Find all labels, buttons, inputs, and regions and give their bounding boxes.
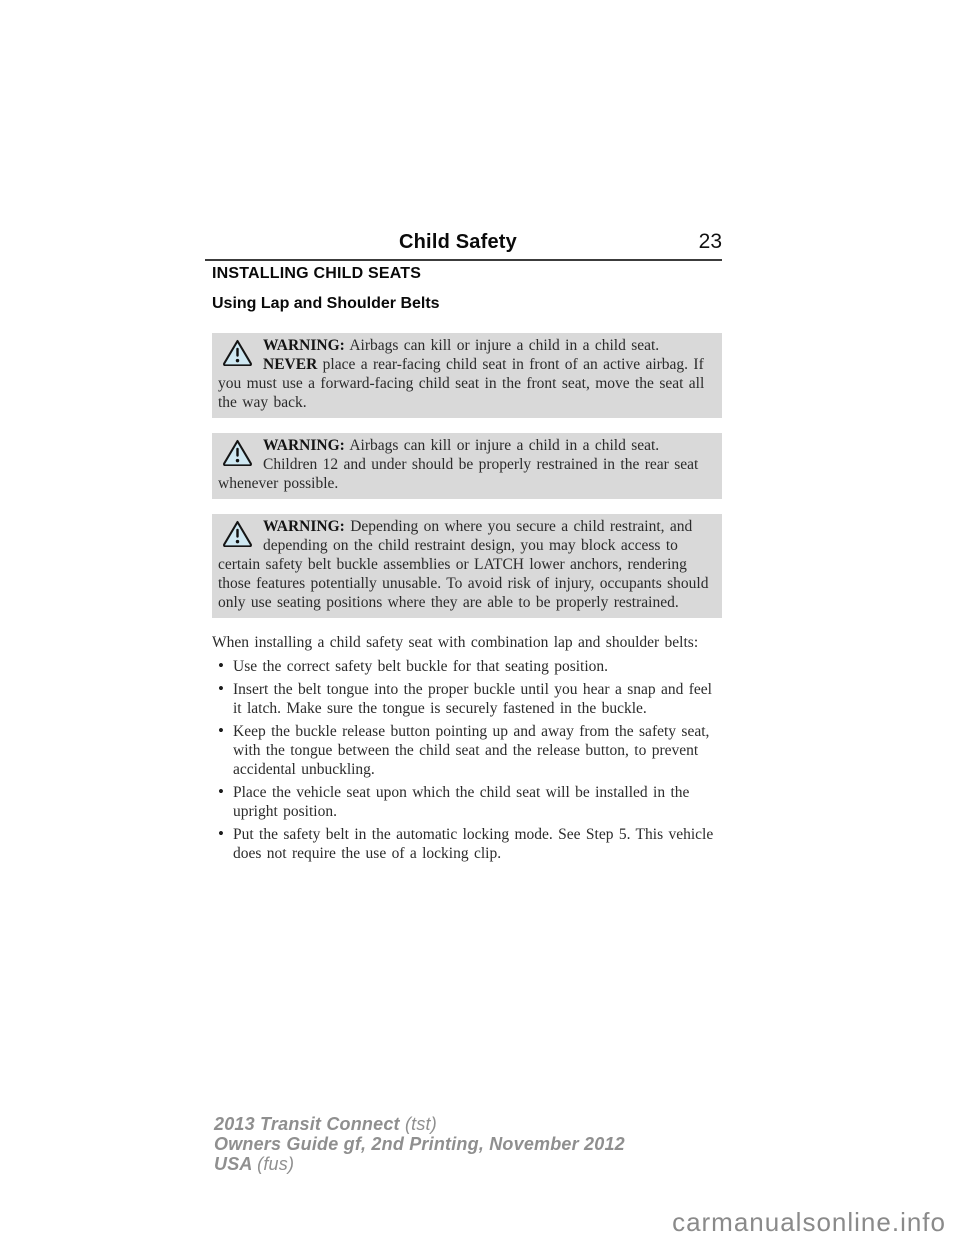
imprint-line-1: [214, 1114, 625, 1134]
warning-text: WARNING: Airbags can kill or injure a child in a child seat. NEVER place a rear-facing child seat in front of an active airbag. If you must use a forward-facing child seat in the front seat, move the seat all the way back.: [218, 337, 705, 411]
imprint-line-2: [214, 1134, 625, 1154]
imprint-tag-fus: (fus): [257, 1154, 295, 1174]
section-title: INSTALLING CHILD SEATS: [212, 265, 422, 282]
imprint-guide: Owners Guide gf, 2nd Printing, November 2012: [214, 1134, 625, 1154]
warning-box: [212, 514, 722, 618]
page-title: Child Safety: [399, 231, 517, 253]
imprint-line-3: [214, 1154, 625, 1174]
warning-list: [212, 333, 722, 618]
warning-box: [212, 433, 722, 499]
warning-triangle-icon: [222, 519, 253, 547]
imprint-tag-tst: (tst): [404, 1114, 437, 1134]
imprint-model: 2013 Transit Connect: [214, 1114, 400, 1134]
instruction-item: • Place the vehicle seat upon which the child seat will be installed in the upright position.: [212, 783, 722, 821]
imprint-region: USA: [214, 1154, 252, 1174]
warning-box: [212, 333, 722, 418]
instruction-item: • Insert the belt tongue into the proper buckle until you hear a snap and feel it latch. Make sure the tongue is securely fastened in the buckle.: [212, 680, 722, 718]
instruction-item: • Keep the buckle release button pointing up and away from the safety seat, with the tongue between the child seat and the release button, to prevent accidental unbuckling.: [212, 722, 722, 779]
watermark-text: carmanualsonline.info: [672, 1207, 946, 1237]
header-rule: [205, 259, 722, 261]
page-number: 23: [698, 230, 722, 253]
instruction-item: • Put the safety belt in the automatic locking mode. See Step 5. This vehicle does not require the use of a locking clip.: [212, 825, 722, 863]
warning-triangle-icon: [222, 338, 253, 366]
intro-paragraph: When installing a child safety seat with combination lap and shoulder belts:: [212, 634, 699, 651]
instruction-list: [212, 657, 722, 863]
warning-triangle-icon: [222, 438, 253, 466]
warning-text: WARNING: Depending on where you secure a child restraint, and depending on the child restraint design, you may block access to certain safety belt buckle assemblies or LATCH lower anchors, rendering those features potentially unusable. To avoid risk of injury, occupants should only use seating positions where they are able to be properly restrained.: [218, 518, 709, 611]
instruction-item: • Use the correct safety belt buckle for that seating position.: [212, 657, 722, 676]
imprint-footer: [214, 1114, 625, 1174]
warning-text: WARNING: Airbags can kill or injure a child in a child seat. Children 12 and under should be properly restrained in the rear seat whenever possible.: [218, 437, 699, 492]
subsection-title: Using Lap and Shoulder Belts: [212, 295, 440, 312]
body-flow: [212, 333, 722, 863]
